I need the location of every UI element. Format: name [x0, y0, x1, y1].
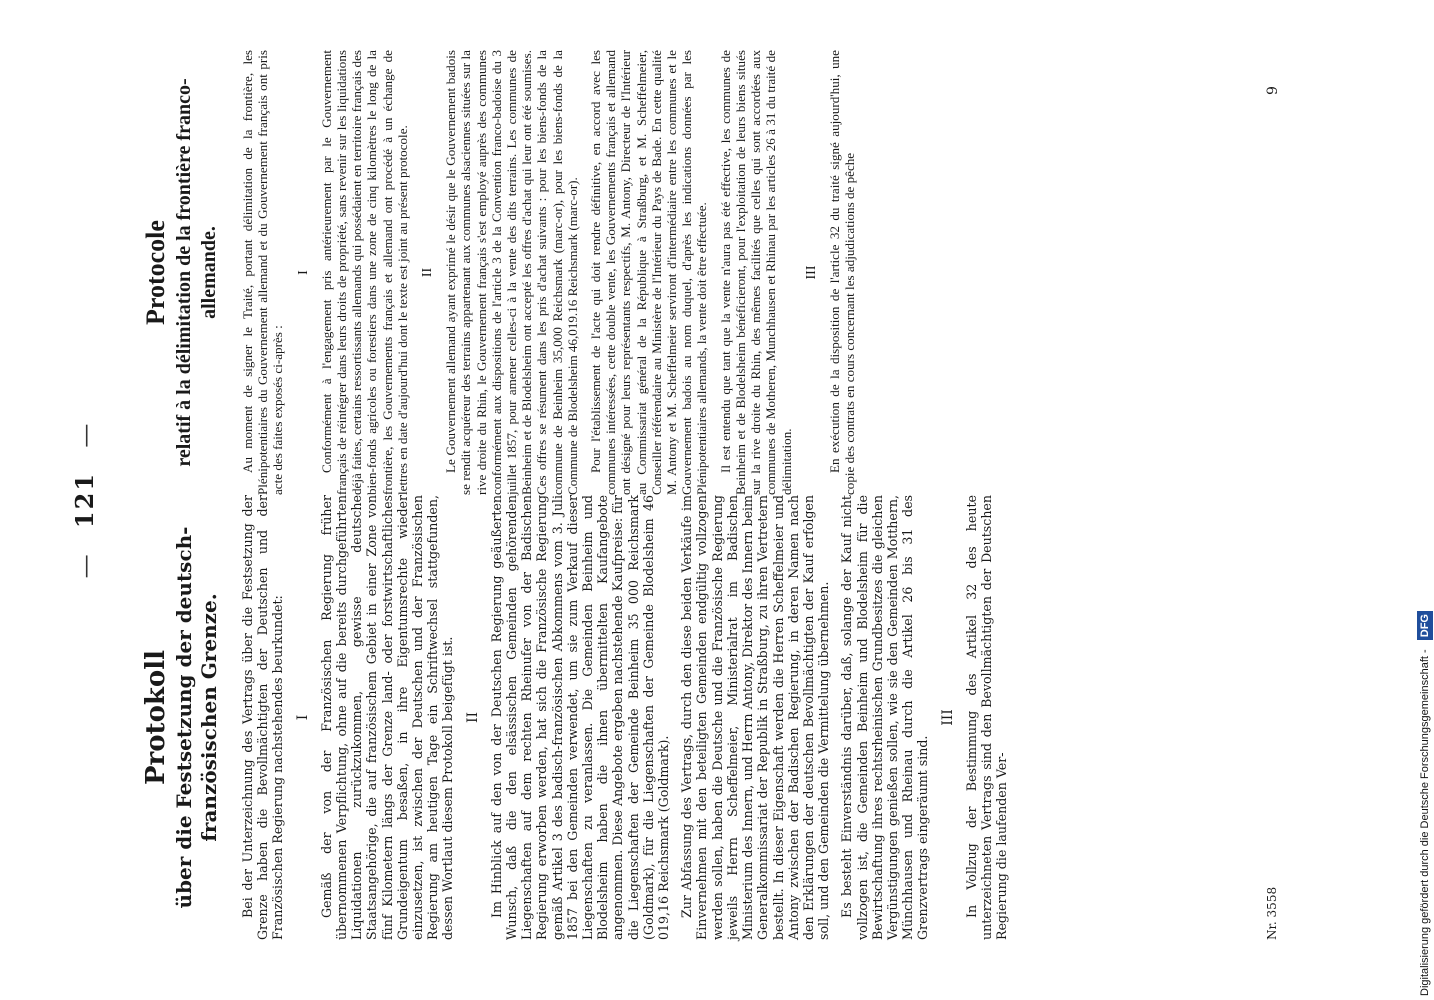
header-dash-right: — [71, 421, 99, 448]
french-section-2: II [420, 267, 436, 278]
german-paragraph-2: Im Hinblick auf den von der Deutschen Regierung geäußerten Wunsch, daß die den elsässischen Gemeinden gehörenden Liegenschaften auf dem rechten Rheinufer von der Badischen Regierung erworben werden, hat sich die Französische Regierung gemäß Artikel 3 des badisch-französischen Abkommens vom 3. Juli 1857 bei den Gemeinden verwendet, um sie zum Verkauf dieser Liegenschaften zu veranlassen. Die Gemeinden Beinheim und Blodelsheim haben die ihnen übermittelten Kaufangebote angenommen. Diese Angebote ergeben nachstehende Kaufpreise: für die Liegenschaften der Gemeinde Beinheim 35 000 Reichsmark (Goldmark), für die Liegenschaften der Gemeinde Blodelsheim 46 019,16 Reichsmark (Goldmark). [488, 495, 672, 940]
french-paragraph-3: Pour l'établissement de l'acte qui doit rendre définitive, en accord avec les communes intéressées, cette double vente, les Gouvernements français et allemand ont désigné pour leurs représentants respectifs, M. Antony, Directeur de l'Intérieur au Commissariat général de la République à Straßburg, et M. Scheffelmeier, Conseiller référendaire au Ministère de l'Intérieur du Pays de Bade. En cette qualité M. Antony et M. Scheffelmeier serviront d'intermédiaire entre les communes et le Gouvernement badois au nom duquel, d'après les indications données par les Plénipotentiaires allemands, la vente doit être effectuée. [588, 50, 710, 495]
french-paragraph-4: Il est entendu que tant que la vente n'aura pas été effective, les communes de Beinheim et de Blodelsheim bénéficieront, pour l'exploitation de leurs biens situés sur la rive droite du Rhin, des mêmes facilités que celles qui sont accordées aux communes de Motheren, Munchhausen et Rhinau par les articles 26 à 31 du traité de délimitation. [717, 50, 794, 495]
french-column [140, 50, 865, 495]
dfg-sidebar-text [1417, 6, 1433, 996]
german-intro: Bei der Unterzeichnung des Vertrags über die Festsetzung der Grenze haben die Bevollmächtigten der Deutschen und der Französischen Regierung nachstehendes beurkundet: [240, 495, 286, 940]
french-section-3: III [803, 265, 819, 280]
german-title-line2: über die Festsetzung der deutsch-französischen Grenze. [172, 526, 221, 909]
dfg-sidebar [1417, 6, 1433, 996]
french-title [140, 50, 222, 495]
german-title [140, 495, 222, 940]
page-number: 121 [70, 471, 99, 529]
german-column [140, 495, 1017, 940]
french-section-1: I [295, 270, 311, 275]
german-section-1: I [294, 714, 311, 721]
german-paragraph-1: Gemäß der von der Französischen Regierung früher übernommenen Verpflichtung, ohne auf die bereits durchgeführten Liquidationen zurückzukommen, gewisse deutsche Staatsangehörige, die auf französischem Gebiet in einer Zone von fünf Kilometern längs der Grenze land- oder forstwirtschaftliches Grundeigentum besaßen, in ihre Eigentumsrechte wieder einzusetzen, ist zwischen der Deutschen und der Französischen Regierung am heutigen Tage ein Schriftwechsel stattgefunden, dessen Wortlaut diesem Protokoll beigefügt ist. [318, 495, 456, 940]
french-title-line1: Protocole [141, 220, 170, 325]
french-title-line2: relatif à la délimitation de la frontière franco-allemande. [173, 78, 220, 467]
german-paragraph-3: Zur Abfassung des Vertrags, durch den diese beiden Verkäufe im Einvernehmen mit den beteiligten Gemeinden endgültig vollzogen werden sollen, haben die Deutsche und die Französische Regierung jeweils Herrn Scheffelmeier, Ministerialrat im Badischen Ministerium des Innern, und Herrn Antony, Direktor des Innern beim Generalkommissariat der Republik in Straßburg, zu ihren Vertretern bestellt. In dieser Eigenschaft werden die Herren Scheffelmeier und Antony zwischen der Badischen Regierung, in deren Namen nach den Erklärungen der deutschen Bevollmächtigten der Kauf erfolgen soll, und den Gemeinden die Vermittelung übernehmen. [679, 495, 832, 940]
dfg-logo: DFG [1417, 611, 1433, 640]
german-paragraph-4: Es besteht Einverständnis darüber, daß, solange der Kauf nicht vollzogen ist, die Gemeinden Beinheim und Blodelsheim für die Bewirtschaftung ihres rechtsrheinischen Grundbesitzes die gleichen Vergünstigungen genießen sollen, wie sie den Gemeinden Motthern, Münchhausen und Rheinau durch die Artikel 26 bis 31 des Grenzvertrags eingeräumt sind. [839, 495, 931, 940]
french-intro: Au moment de signer le Traité, portant délimitation de la frontière, les Plénipotentiaires du Gouvernement allemand et du Gouvernement français ont pris acte des faites exposés ci-après : [240, 50, 286, 495]
page-header [70, 0, 99, 1000]
german-footer-number: Nr. 3558 [1265, 886, 1279, 940]
french-paragraph-1: Conformément à l'engagement pris antérieurement par le Gouvernement français de réintégrer dans leurs droits de propriété, sans revenir sur les liquidations déjà faites, certains ressortissants allemands qui possédaient en territoire français des bien-fonds agricoles ou forestiers dans une zone de cinq kilomètres le long de la frontière, les Gouvernements français et allemand ont procédé à un échange de lettres en date d'aujourd'hui dont le texte est joint au présent protocole. [318, 50, 410, 495]
german-section-3: III [939, 709, 956, 726]
german-section-2: II [464, 711, 481, 724]
french-footer-number: 9 [1265, 86, 1281, 95]
header-dash-left: — [71, 552, 99, 579]
french-paragraph-5: En exécution de la disposition de l'article 32 du traité signé aujourd'hui, une copie des contrats en cours concernant les adjudications de pêche [826, 50, 858, 495]
german-title-line1: Protokoll [141, 649, 171, 786]
dfg-credit-text: Digitalisierung gefördert durch die Deutsche Forschungsgemeinschaft - [1419, 649, 1431, 996]
french-paragraph-2: Le Gouvernement allemand ayant exprimé le désir que le Gouvernement badois se rendit acquéreur des terrains appartenant aux communes alsaciennes situées sur la rive droite du Rhin, le Gouvernement français s'est employé auprès des communes conformément aux dispositions de l'article 3 de la Convention franco-badoise du 3 juillet 1857, pour amener celles-ci à la vente des dits terrains. Les communes de Beinheim et de Blodelsheim ont accepté les offres d'achat qui leur ont été soumises. Ces offres se résument dans les pris d'achat suivants : pour les biens-fonds de la commune de Beinheim 35,000 Reichsmark (marc-or), pour les biens-fonds de la Commune de Blodelsheim 46,019.16 Reichsmark (marc-or). [443, 50, 580, 495]
german-paragraph-5: In Vollzug der Bestimmung des Artikel 32 des heute unterzeichneten Vertrags sind den Bevollmächtigten der Deutschen Regierung die laufenden Ver- [963, 495, 1010, 940]
